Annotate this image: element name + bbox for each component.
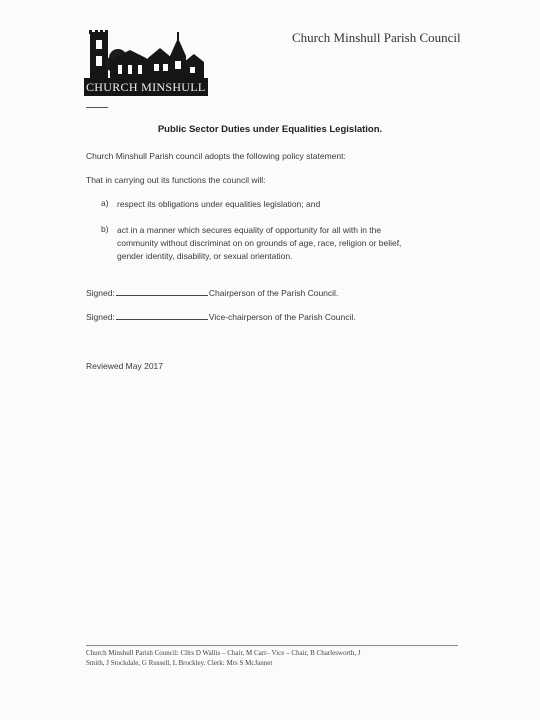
list-item-line: act in a manner which secures equality of opportunity for all with in the <box>117 225 382 235</box>
signature-role: Chairperson of the Parish Council. <box>208 288 339 298</box>
lead-paragraph: That in carrying out its functions the council will: <box>86 175 266 185</box>
council-name-header: Church Minshull Parish Council <box>292 30 461 45</box>
chairperson-signature <box>86 287 338 298</box>
intro-paragraph: Church Minshull Parish council adopts the following policy statement: <box>86 151 346 161</box>
reviewed-date: Reviewed May 2017 <box>86 361 164 371</box>
list-marker: a) <box>101 198 109 208</box>
signature-line <box>116 287 208 296</box>
list-item-line: respect its obligations under equalities legislation; and <box>117 199 321 209</box>
list-marker: b) <box>101 224 109 234</box>
logo-text: CHURCH MINSHULL <box>86 80 206 94</box>
parish-logo <box>84 28 208 96</box>
signature-line <box>116 311 208 320</box>
document-title: Public Sector Duties under Equalities Legislation. <box>157 124 383 135</box>
list-item-line: gender identity, disability, or sexual orientation. <box>117 251 293 261</box>
church-silhouette-icon <box>84 28 208 80</box>
vice-chairperson-signature <box>86 311 356 322</box>
header-divider <box>86 107 108 108</box>
signature-role: Vice-chairperson of the Parish Council. <box>208 312 356 322</box>
footer-line: Smith, J Stockdale, G Russell, L Brockley. Clerk: Mrs S McJannet <box>86 659 273 667</box>
footer-line: Church Minshull Parish Council: Cllrs D Wallis – Chair, M Carr– Vice – Chair, B Charlesworth, J <box>86 649 361 657</box>
signature-prefix: Signed: <box>86 312 115 322</box>
list-item-line: community without discriminat on on grounds of age, race, religion or belief, <box>117 238 402 248</box>
signature-prefix: Signed: <box>86 288 115 298</box>
footer-divider <box>86 645 458 646</box>
